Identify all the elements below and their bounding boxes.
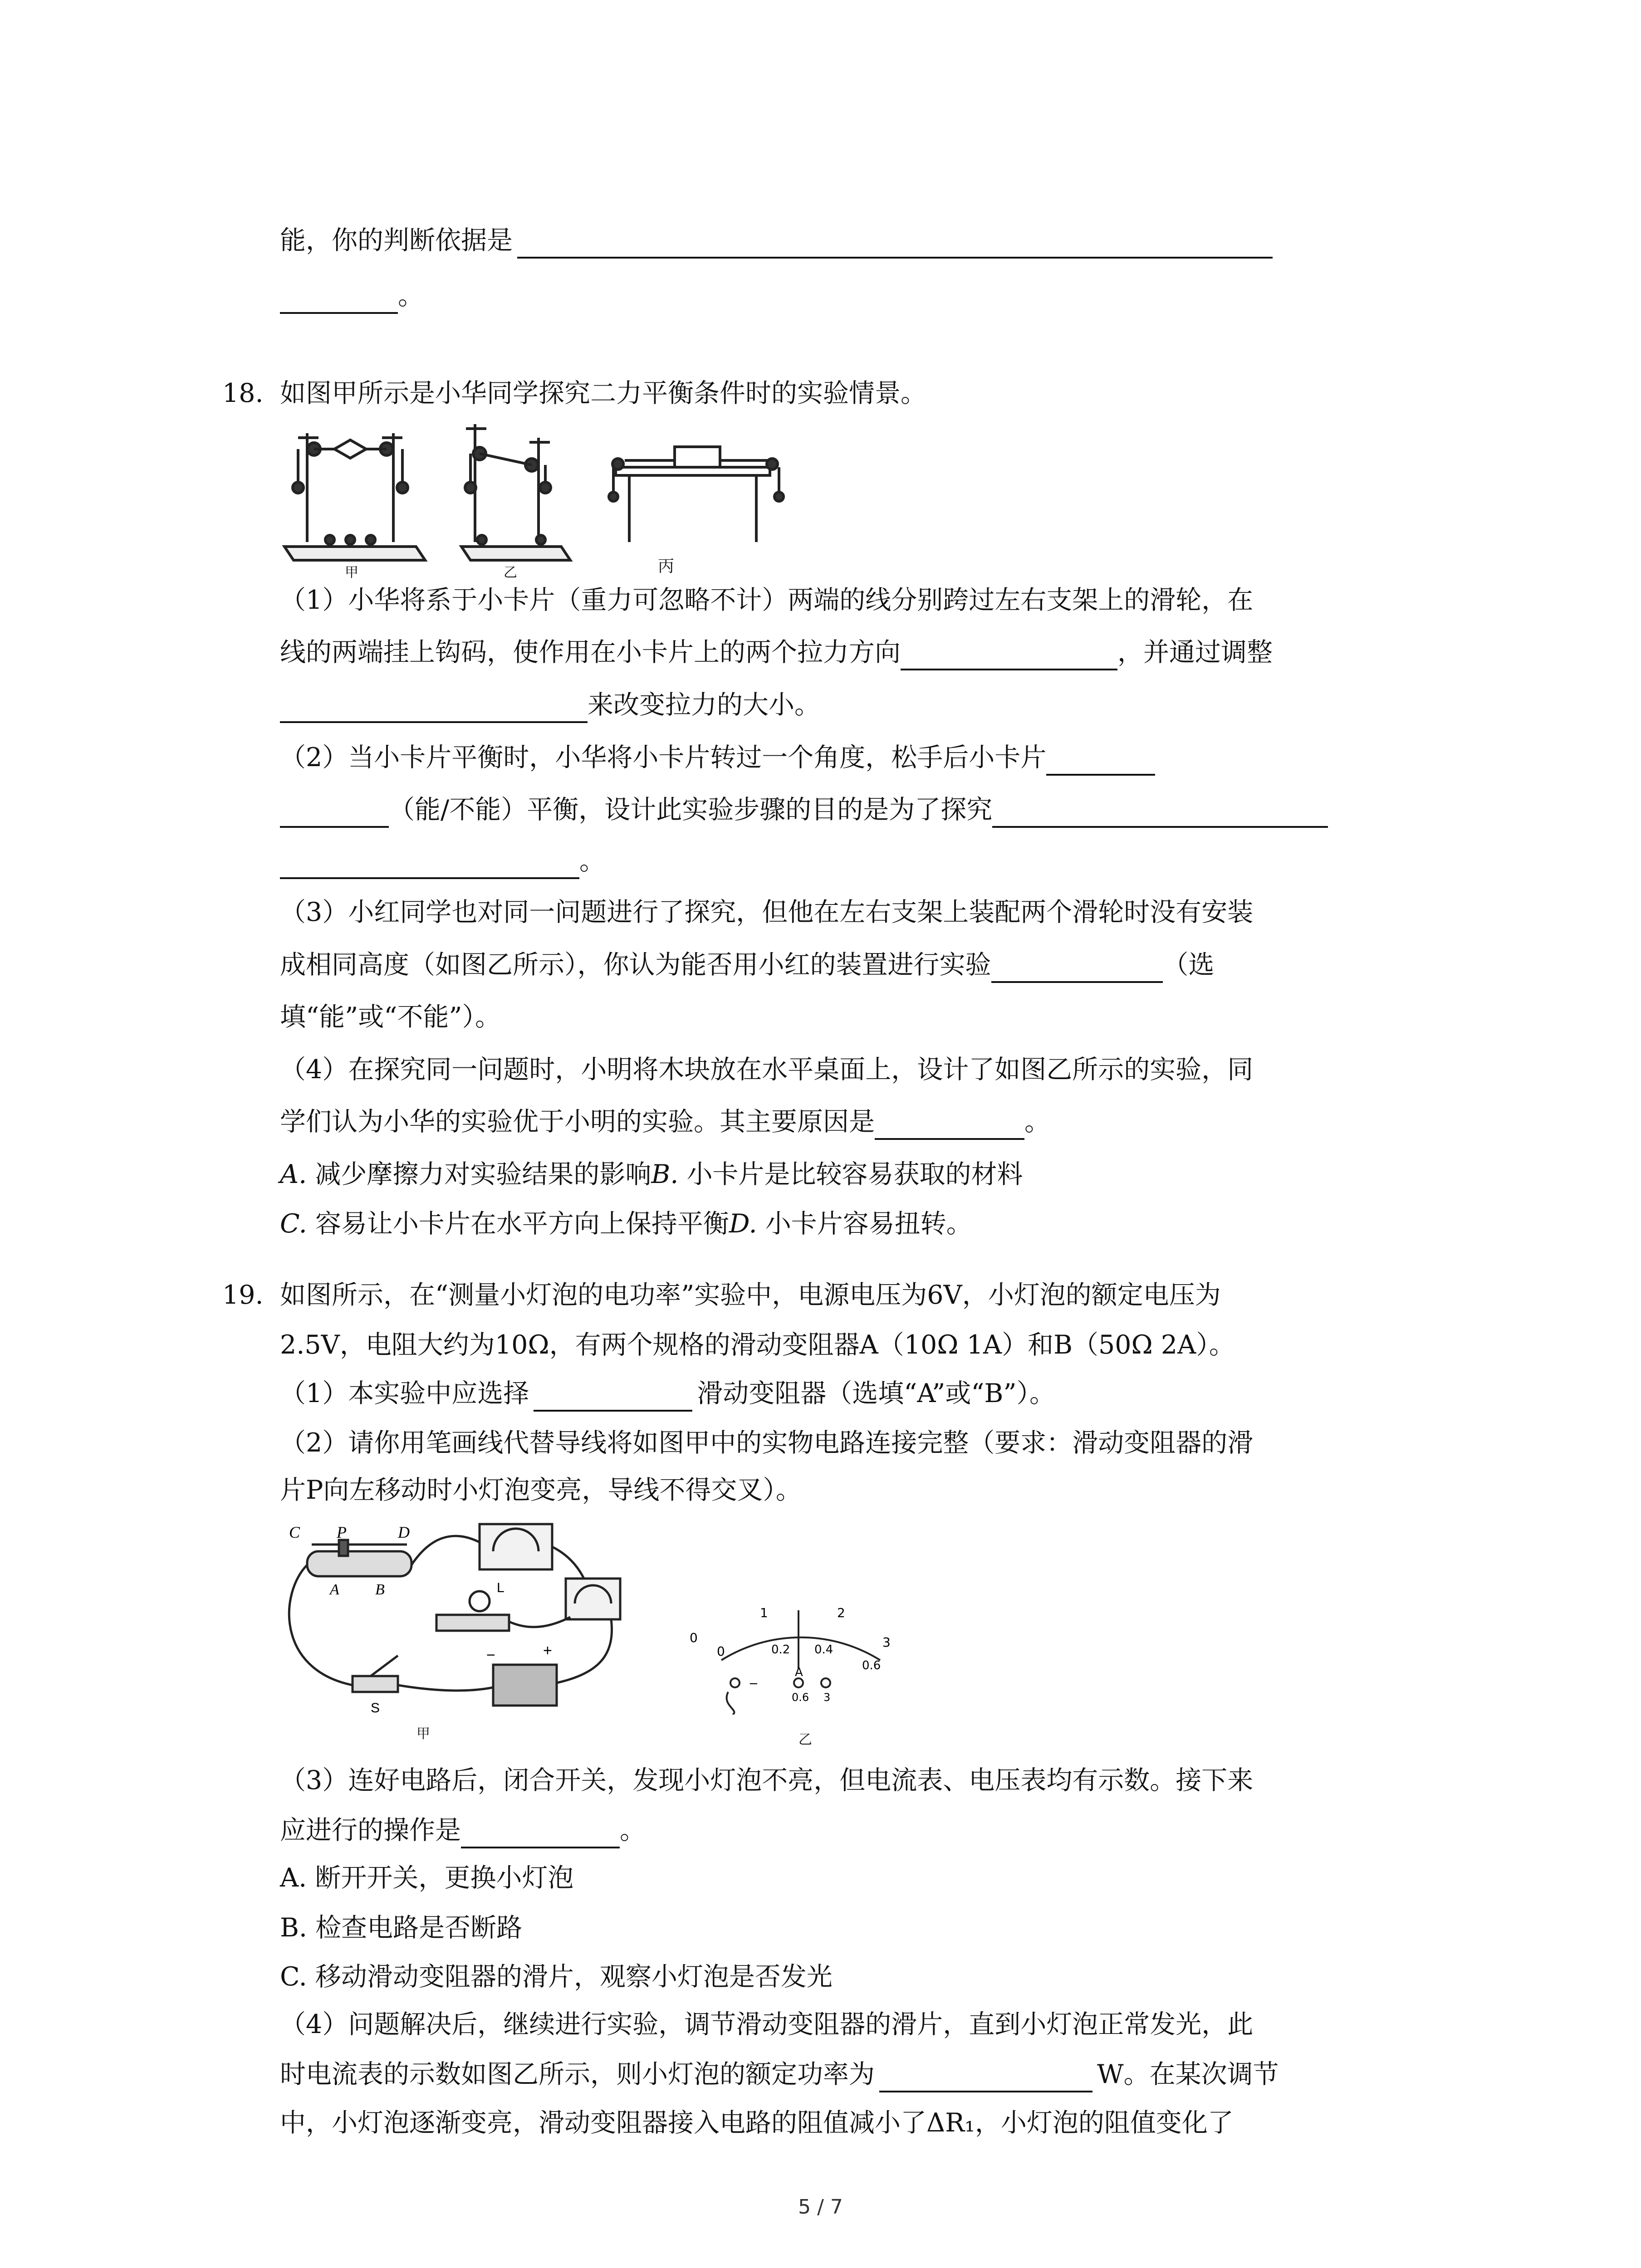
scale-0-bottom: 0 <box>690 1630 698 1645</box>
q18-part2-line2 <box>280 792 1328 828</box>
q18-part4-line1: （4）在探究同一问题时，小明将木块放在水平桌面上，设计了如图乙所示的实验，同 <box>280 1055 1254 1085</box>
answer-blank[interactable] <box>280 849 579 879</box>
q18-part2-line1 <box>280 739 1155 776</box>
option-b-letter: B. <box>651 1159 679 1189</box>
label-minus: − <box>486 1647 495 1664</box>
q18-part1-line3 <box>280 687 820 723</box>
page-number: 5 / 7 <box>798 2195 843 2219</box>
label-A: A <box>330 1581 339 1598</box>
q19-stem-line1: 如图所示，在“测量小灯泡的电功率”实验中，电源电压为6V，小灯泡的额定电压为 <box>280 1280 1221 1310</box>
q19-part4-line2 <box>280 2056 1279 2092</box>
q19-option-c: C. 移动滑动变阻器的滑片，观察小灯泡是否发光 <box>280 1962 833 1992</box>
label-L: L <box>497 1580 505 1595</box>
scale-3: 3 <box>882 1635 891 1650</box>
fig-label-yi: 乙 <box>504 565 517 581</box>
answer-blank[interactable] <box>280 284 398 314</box>
fig-label-jia: 甲 <box>345 565 358 581</box>
q19-part4-text2: W。在某次调节 <box>1097 2059 1279 2089</box>
q19-stem-line2: 2.5V，电阻大约为10Ω，有两个规格的滑动变阻器A（10Ω 1A）和B（50Ω 2A）。 <box>280 1330 1235 1360</box>
option-a: 减少摩擦力对实验结果的影响 <box>315 1159 652 1189</box>
q18-part3-text: 成相同高度（如图乙所示），你认为能否用小红的装置进行实验 <box>280 950 991 980</box>
question-number-18: 18. <box>222 378 264 408</box>
answer-blank[interactable] <box>879 2063 1092 2092</box>
answer-blank[interactable] <box>517 229 1273 259</box>
q19-part1-text: （1）本实验中应选择 <box>280 1378 529 1408</box>
q18-part2-text: （2）当小卡片平衡时，小华将小卡片转过一个角度，松手后小卡片 <box>280 743 1047 772</box>
q18-part2-line3 <box>280 843 605 879</box>
scale-0-top: 0 <box>717 1644 725 1659</box>
scale-0.6: 0.6 <box>862 1659 881 1672</box>
option-a-letter: A. <box>280 1159 307 1189</box>
option-b: 小卡片是比较容易获取的材料 <box>686 1159 1023 1189</box>
terminal-0.6: 0.6 <box>792 1691 809 1704</box>
label-plus: + <box>543 1642 552 1659</box>
answer-blank[interactable] <box>461 1818 620 1848</box>
unit-A: A <box>795 1666 803 1679</box>
scale-0.2: 0.2 <box>771 1643 790 1657</box>
apparatus-yi <box>461 424 570 560</box>
q19-part4-line3: 中，小灯泡逐渐变亮，滑动变阻器接入电路的阻值减小了ΔR₁，小灯泡的阻值变化了 <box>280 2108 1234 2138</box>
label-C: C <box>289 1523 300 1541</box>
period: 。 <box>620 1815 646 1845</box>
continuation-line-2 <box>280 278 424 314</box>
q18-part1-text: 线的两端挂上钩码，使作用在小卡片上的两个拉力方向 <box>280 637 901 667</box>
q19-part4-text: 时电流表的示数如图乙所示，则小灯泡的额定功率为 <box>280 2059 875 2089</box>
fig-label-bing: 丙 <box>658 557 675 576</box>
label-P: P <box>337 1523 347 1541</box>
apparatus-jia <box>284 433 425 560</box>
q18-options-line2 <box>280 1206 972 1242</box>
continuation-line-1 <box>280 222 1273 259</box>
q19-part2-line1: （2）请你用笔画线代替导线将如图甲中的实物电路连接完整（要求：滑动变阻器的滑 <box>280 1428 1254 1458</box>
apparatus-bing <box>609 447 784 542</box>
answer-blank[interactable] <box>992 798 1328 828</box>
period: 。 <box>579 846 605 876</box>
answer-blank[interactable] <box>991 953 1163 983</box>
q18-figure <box>280 411 797 583</box>
q18-stem: 如图甲所示是小华同学探究二力平衡条件时的实验情景。 <box>280 378 926 408</box>
q18-part3-line1: （3）小红同学也对同一问题进行了探究，但他在左右支架上装配两个滑轮时没有安装 <box>280 897 1254 927</box>
question-number-19: 19. <box>222 1280 264 1310</box>
q18-part2-text2: （能/不能）平衡，设计此实验步骤的目的是为了探究 <box>389 795 993 825</box>
q18-part1-text2: ，并通过调整 <box>1117 637 1273 667</box>
q18-options-line1 <box>280 1156 1023 1193</box>
answer-blank[interactable] <box>1046 746 1155 776</box>
q19-part3-line2 <box>280 1812 646 1848</box>
q18-part1-text3: 来改变拉力的大小。 <box>588 690 820 720</box>
q18-part1-line1: （1）小华将系于小卡片（重力可忽略不计）两端的线分别跨过左右支架上的滑轮，在 <box>280 585 1254 615</box>
q19-part2-line2: 片P向左移动时小灯泡变亮，导线不得交叉）。 <box>280 1475 802 1505</box>
q19-part1-text2: 滑动变阻器（选填“A”或“B”）。 <box>697 1378 1055 1408</box>
q18-part4-text: 学们认为小华的实验优于小明的实验。其主要原因是 <box>280 1107 875 1137</box>
q19-part3-line1: （3）连好电路后，闭合开关，发现小灯泡不亮，但电流表、电压表均有示数。接下来 <box>280 1765 1254 1795</box>
option-c-letter: C. <box>280 1209 307 1239</box>
q18-part3-text2: （选 <box>1162 950 1215 980</box>
terminal-3: 3 <box>823 1691 831 1704</box>
continuation-text: 能，你的判断依据是 <box>280 225 513 255</box>
q18-part3-line3: 填“能”或“不能”）。 <box>280 1002 501 1032</box>
label-S: S <box>371 1701 380 1715</box>
option-d: 小卡片容易扭转。 <box>765 1209 972 1239</box>
q19-option-a: A. 断开开关，更换小灯泡 <box>280 1863 574 1893</box>
option-d-letter: D. <box>729 1209 757 1239</box>
q19-part1-line <box>280 1375 1055 1412</box>
fig-label-yi-19: 乙 <box>798 1732 812 1748</box>
q19-option-b: B. 检查电路是否断路 <box>280 1913 523 1943</box>
q19-circuit-figure <box>280 1520 625 1715</box>
label-D: D <box>398 1523 410 1541</box>
answer-blank[interactable] <box>280 798 389 828</box>
scale-2: 2 <box>837 1605 845 1620</box>
label-B: B <box>375 1581 385 1598</box>
q19-ammeter-dial <box>690 1579 926 1715</box>
period: 。 <box>398 281 424 311</box>
q19-part4-line1: （4）问题解决后，继续进行实验，调节滑动变阻器的滑片，直到小灯泡正常发光，此 <box>280 2009 1254 2039</box>
option-c: 容易让小卡片在水平方向上保持平衡 <box>315 1209 729 1239</box>
q18-part3-line2 <box>280 947 1215 983</box>
answer-blank[interactable] <box>280 693 588 723</box>
period: 。 <box>1024 1107 1050 1137</box>
q19-part3-text: 应进行的操作是 <box>280 1815 461 1845</box>
answer-blank[interactable] <box>901 640 1117 670</box>
answer-blank[interactable] <box>534 1382 692 1412</box>
q18-part1-line2 <box>280 634 1273 670</box>
scale-0.4: 0.4 <box>814 1643 833 1657</box>
answer-blank[interactable] <box>875 1110 1024 1140</box>
q18-part4-line2 <box>280 1104 1050 1140</box>
fig-label-jia-19: 甲 <box>416 1726 430 1742</box>
terminal-minus: − <box>749 1677 759 1691</box>
scale-1: 1 <box>760 1605 768 1620</box>
